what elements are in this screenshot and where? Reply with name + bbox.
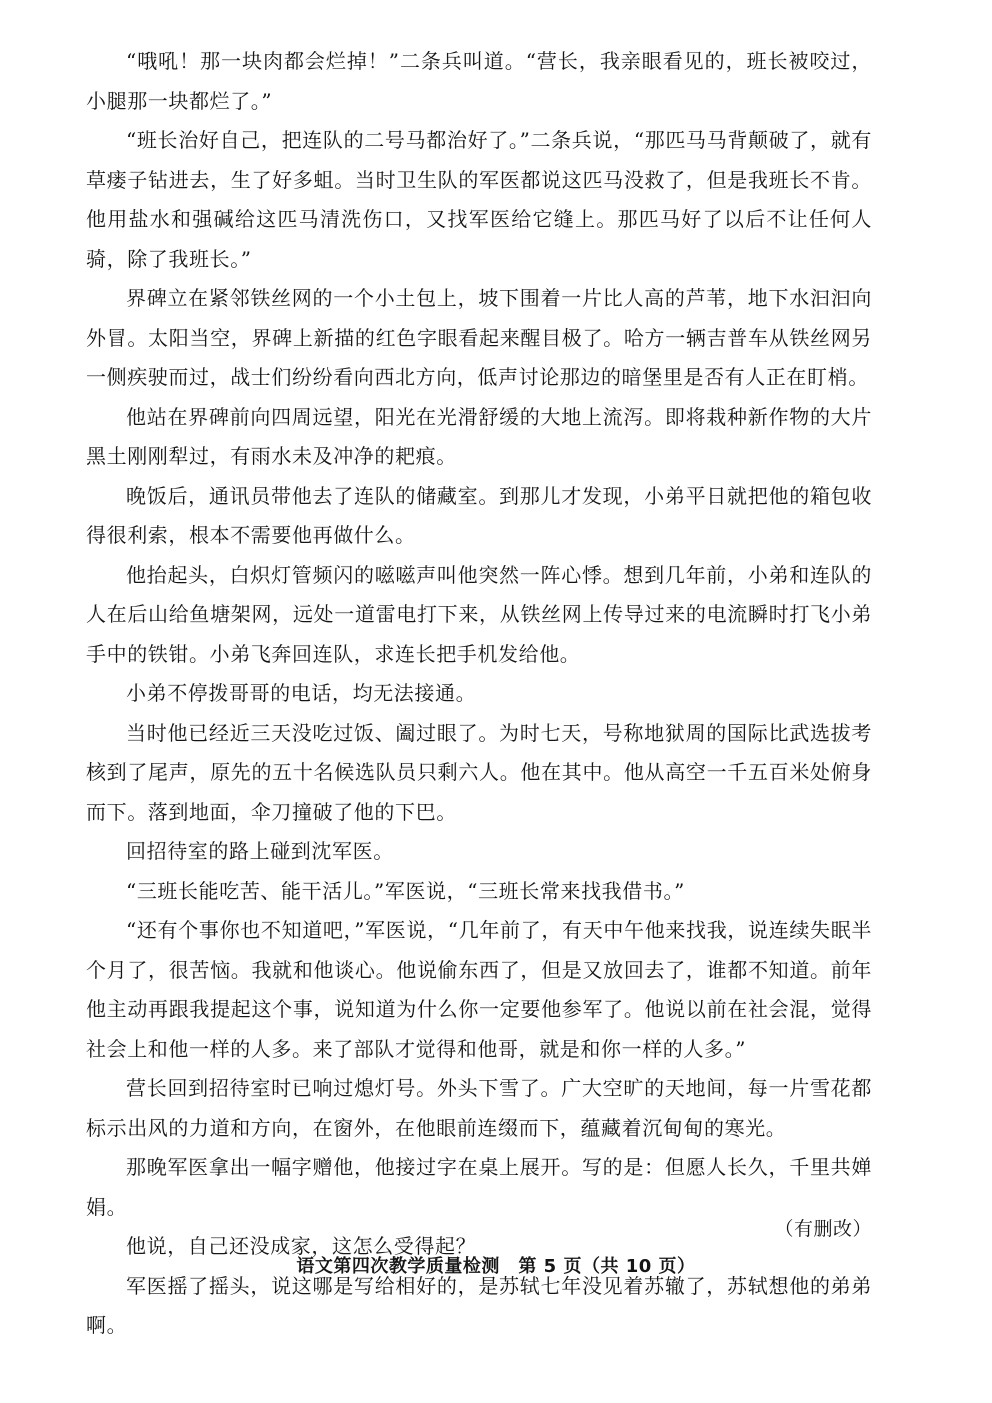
paragraph: “还有个事你也不知道吧，”军医说，“几年前了，有天中午他来找我，说连续失眠半个月了，很苦恼。我就和他谈心。他说偷东西了，但是又放回去了，谁都不知道。前年他主动再跟我提起这个事，说知道为什么你一定要他参军了。他说以前在社会混，觉得社会上和他一样的人多。来了部队才觉得和他哥，就是和你一样的人多。” — [86, 918, 872, 1061]
paragraph: “班长治好自己，把连队的二号马都治好了。”二条兵说，“那匹马马背颠破了，就有草瘘子钻进去，生了好多蛆。当时卫生队的军医都说这匹马没救了，但是我班长不肯。他用盐水和强碱给这匹马清洗伤口，又找军医给它缝上。那匹马好了以后不让任何人骑，除了我班长。” — [86, 128, 872, 271]
paragraph: “三班长能吃苦、能干活儿。”军医说，“三班长常来找我借书。” — [126, 878, 685, 903]
paragraph: 界碑立在紧邻铁丝网的一个小土包上，坡下围着一片比人高的芦苇，地下水汩汩向外冒。太阳当空，界碑上新描的红色字眼看起来醒目极了。哈方一辆吉普车从铁丝网另一侧疾驶而过，战士们纷纷看向西北方向，低声讨论那边的暗堡里是否有人正在盯梢。 — [86, 286, 872, 389]
paragraph: 他站在界碑前向四周远望，阳光在光滑舒缓的大地上流泻。即将栽种新作物的大片黑土刚刚犁过，有雨水未及冲净的耙痕。 — [86, 404, 872, 468]
source-note: （有删改） — [774, 1218, 872, 1240]
paragraph: 他抬起头，白炽灯管频闪的嗞嗞声叫他突然一阵心悸。想到几年前，小弟和连队的人在后山给鱼塘架网，远处一道雷电打下来，从铁丝网上传导过来的电流瞬时打飞小弟手中的铁钳。小弟飞奔回连队，求连长把手机发给他。 — [86, 562, 872, 666]
paragraph: 那晚军医拿出一幅字赠他，他接过字在桌上展开。写的是：但愿人长久，千里共婵娟。 — [86, 1155, 872, 1219]
paragraph: 当时他已经近三天没吃过饭、阖过眼了。为时七天，号称地狱周的国际比武选拔考核到了尾声，原先的五十名候选队员只剩六人。他在其中。他从高空一千五百米处俯身而下。落到地面，伞刀撞破了他的下巴。 — [86, 720, 872, 824]
paragraph: 营长回到招待室时已响过熄灯号。外头下雪了。广大空旷的天地间，每一片雪花都标示出风的力道和方向，在窗外，在他眼前连缀而下，蕴藏着沉甸甸的寒光。 — [86, 1076, 872, 1140]
paragraph: 回招待室的路上碰到沈军医。 — [126, 839, 394, 863]
page-footer: 语文第四次教学质量检测 第 5 页（共 10 页） — [296, 1256, 696, 1277]
paragraph: 军医摇了摇头，说这哪是写给相好的，是苏轼七年没见着苏辙了，苏轼想他的弟弟啊。 — [86, 1273, 872, 1337]
paragraph: 小弟不停拨哥哥的电话，均无法接通。 — [126, 681, 477, 705]
paragraph: 他说，自己还没成家，这怎么受得起？ — [126, 1234, 477, 1258]
passage-text — [86, 42, 872, 1346]
paragraph: “哦吼！那一块肉都会烂掉！”二条兵叫道。“营长，我亲眼看见的，班长被咬过，小腿那一块都烂了。” — [86, 49, 872, 113]
paragraph: 晚饭后，通讯员带他去了连队的储藏室。到那儿才发现，小弟平日就把他的箱包收得很利索，根本不需要他再做什么。 — [86, 483, 872, 547]
